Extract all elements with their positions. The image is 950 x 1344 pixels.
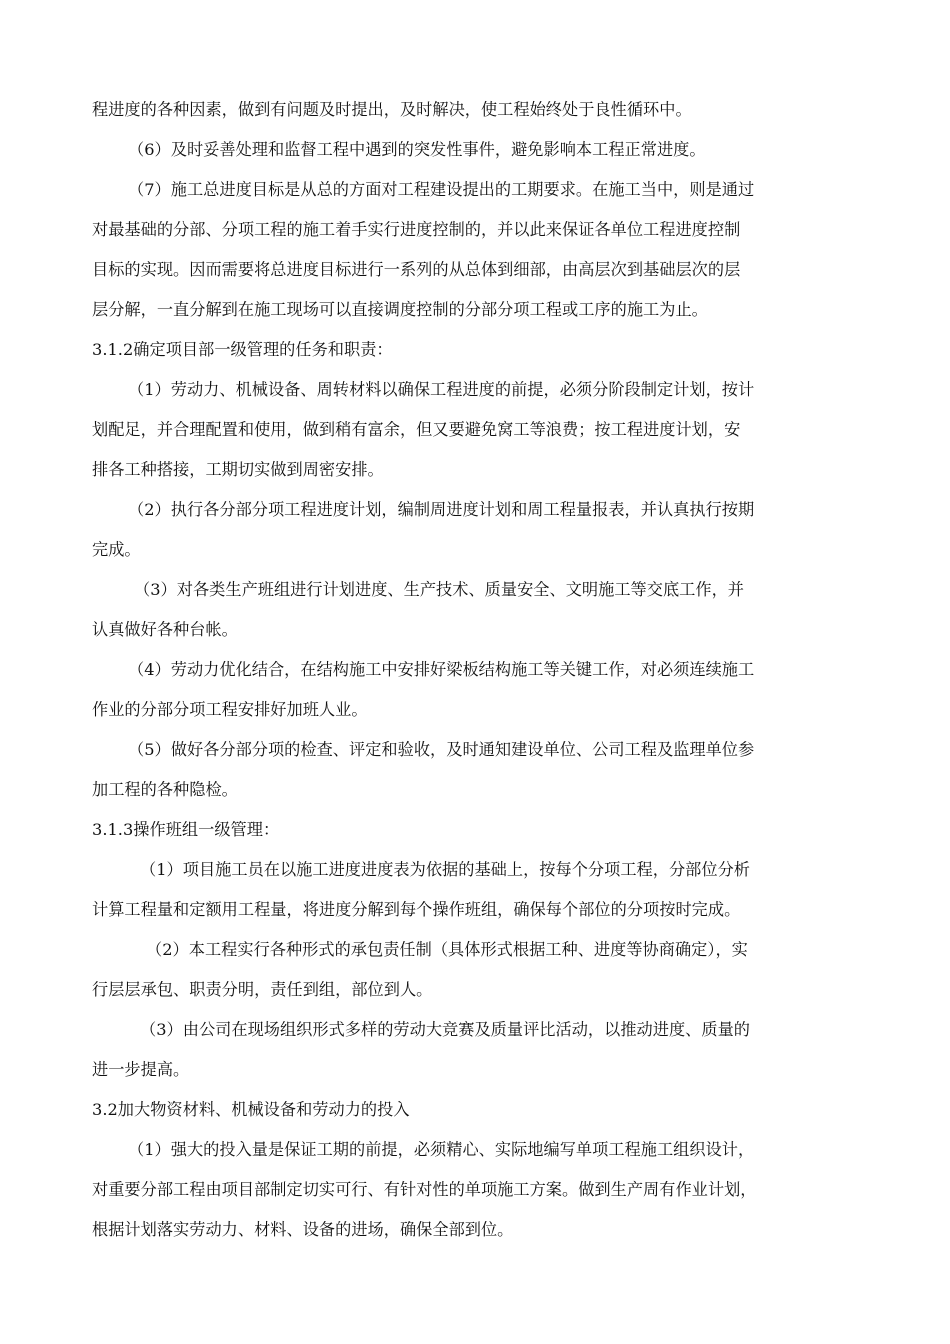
paragraph-line: （7）施工总进度目标是从总的方面对工程建设提出的工期要求。在施工当中，则是通过 — [128, 180, 755, 199]
document-body — [92, 90, 862, 1250]
paragraph-line: （2）执行各分部分项工程进度计划，编制周进度计划和周工程量报表，并认真执行按期 — [128, 500, 755, 519]
paragraph-line: （1）劳动力、机械设备、周转材料以确保工程进度的前提，必须分阶段制定计划，按计 — [128, 380, 755, 399]
paragraph-line: （2）本工程实行各种形式的承包责任制（具体形式根据工种、进度等协商确定），实 — [146, 940, 748, 959]
paragraph-line: 计算工程量和定额用工程量，将进度分解到每个操作班组，确保每个部位的分项按时完成。 — [92, 900, 741, 919]
paragraph-line: 层分解，一直分解到在施工现场可以直接调度控制的分部分项工程或工序的施工为止。 — [92, 300, 708, 319]
paragraph-line: 行层层承包、职责分明，责任到组，部位到人。 — [92, 980, 433, 999]
section-heading: 3.1.2确定项目部一级管理的任务和职责： — [92, 340, 393, 359]
paragraph-line: 作业的分部分项工程安排好加班人业。 — [92, 700, 368, 719]
paragraph-line: 排各工种搭接，工期切实做到周密安排。 — [92, 460, 384, 479]
paragraph-line: 目标的实现。因而需要将总进度目标进行一系列的从总体到细部，由高层次到基础层次的层 — [92, 260, 741, 279]
paragraph-line: （6）及时妥善处理和监督工程中遇到的突发性事件，避免影响本工程正常进度。 — [128, 140, 706, 159]
paragraph-line: 对最基础的分部、分项工程的施工着手实行进度控制的，并以此来保证各单位工程进度控制 — [92, 220, 741, 239]
paragraph-line: 认真做好各种台帐。 — [92, 620, 238, 639]
paragraph-line: （3）由公司在现场组织形式多样的劳动大竞赛及质量评比活动，以推动进度、质量的 — [140, 1020, 750, 1039]
paragraph-line: 完成。 — [92, 540, 141, 559]
paragraph-line: 加工程的各种隐检。 — [92, 780, 238, 799]
paragraph-line: （4）劳动力优化结合，在结构施工中安排好梁板结构施工等关键工作，对必须连续施工 — [128, 660, 755, 679]
paragraph-line: 划配足，并合理配置和使用，做到稍有富余，但又要避免窝工等浪费；按工程进度计划，安 — [92, 420, 741, 439]
paragraph-line: （3）对各类生产班组进行计划进度、生产技术、质量安全、文明施工等交底工作，并 — [134, 580, 744, 599]
paragraph-line: 程进度的各种因素，做到有问题及时提出，及时解决，使工程始终处于良性循环中。 — [92, 100, 692, 119]
paragraph-line: （5）做好各分部分项的检查、评定和验收，及时通知建设单位、公司工程及监理单位参 — [128, 740, 755, 759]
paragraph-line: （1）项目施工员在以施工进度进度表为依据的基础上，按每个分项工程，分部位分析 — [140, 860, 750, 879]
section-heading: 3.2加大物资材料、机械设备和劳动力的投入 — [92, 1100, 410, 1119]
paragraph-line: 根据计划落实劳动力、材料、设备的进场，确保全部到位。 — [92, 1220, 514, 1239]
paragraph-line: （1）强大的投入量是保证工期的前提，必须精心、实际地编写单项工程施工组织设计， — [128, 1140, 755, 1159]
section-heading: 3.1.3操作班组一级管理： — [92, 820, 280, 839]
paragraph-line: 进一步提高。 — [92, 1060, 190, 1079]
paragraph-line: 对重要分部工程由项目部制定切实可行、有针对性的单项施工方案。做到生产周有作业计划， — [92, 1180, 757, 1199]
